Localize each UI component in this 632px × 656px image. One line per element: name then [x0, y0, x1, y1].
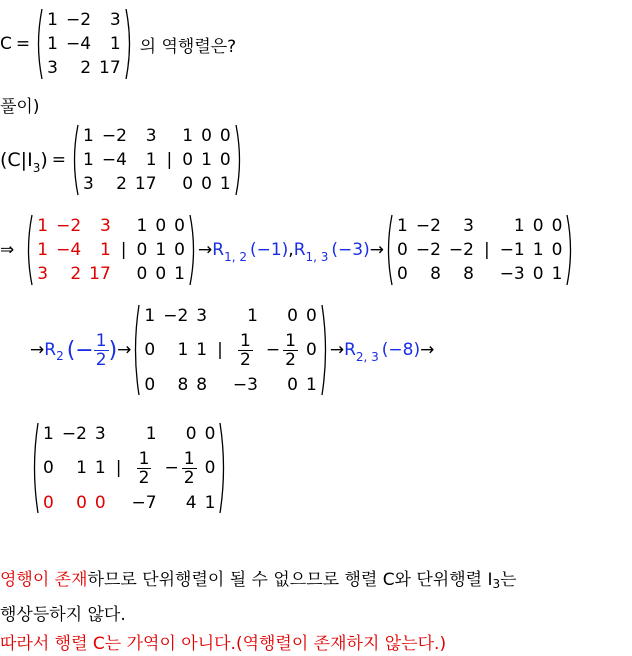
matrix-cell: 17 — [89, 264, 111, 284]
equals-sign: = — [15, 34, 31, 54]
augmented-line — [0, 124, 244, 196]
matrix-cell: 0 — [182, 150, 194, 170]
matrix-cell: 3 — [145, 126, 157, 146]
matrix-cell: 1 — [47, 34, 58, 54]
matrix-cell: 0 — [306, 305, 317, 326]
matrix-cell: 0 — [287, 305, 298, 326]
matrix-cell: 1 — [155, 240, 167, 260]
matrix-cell: 0 — [306, 340, 317, 360]
matrix-cell: 3 — [463, 216, 474, 236]
right-paren — [321, 304, 330, 396]
matrix-cell: −4 — [101, 150, 127, 170]
right-paren — [125, 8, 134, 80]
matrix-cell: 0 — [219, 150, 231, 170]
right-paren — [219, 422, 228, 514]
augmented-matrix-table — [79, 124, 235, 196]
matrix-cell: 8 — [196, 374, 208, 395]
matrix-cell: 0 — [155, 264, 167, 284]
step2-matrix — [131, 304, 329, 396]
matrix-cell: −2 — [415, 240, 441, 260]
matrix-cell: 1 — [145, 150, 157, 170]
matrix-cell: −2 — [56, 216, 82, 236]
row-op-1: $R_{1, 2}$ (−1) — [212, 240, 289, 264]
augmented-matrix — [70, 124, 244, 196]
step1-matrix-table — [33, 214, 189, 286]
matrix-cell: 0 — [287, 374, 298, 395]
matrix-cell: 1 — [94, 458, 106, 478]
matrix-cell: 17 — [99, 58, 121, 78]
matrix-cell: 0 — [182, 174, 194, 194]
equals-sign-2: = — [51, 150, 66, 170]
matrix-cell: 0 — [219, 126, 231, 146]
matrix-cell: −4 — [56, 240, 82, 260]
arrow: → — [329, 340, 345, 360]
matrix-cell: 1 — [247, 305, 258, 326]
matrix-cell: 1 — [513, 216, 525, 236]
matrix-cell: 1 — [37, 216, 49, 236]
zero-row-text: 영행이 존재 — [0, 570, 88, 590]
matrix-cell: 0 — [201, 174, 212, 194]
matrix-cell: 3 — [99, 216, 111, 236]
matrix-cell: 8 — [177, 374, 189, 395]
matrix-cell: 1 — [201, 150, 212, 170]
matrix-cell: 1 — [551, 264, 563, 284]
arrow: → — [198, 240, 213, 260]
step1-line — [0, 214, 575, 286]
matrix-cell: 0 — [144, 374, 156, 395]
step1-result-matrix — [384, 214, 575, 286]
solution-label-text: 풀이) — [0, 97, 40, 117]
matrix-cell: −7 — [131, 492, 157, 513]
matrix-cell: 8 — [430, 264, 441, 284]
final-matrix — [30, 422, 228, 514]
right-paren — [566, 214, 575, 286]
matrix-cell: 0 — [532, 264, 544, 284]
final-matrix-line — [30, 422, 228, 514]
matrix-cell: 0 — [201, 126, 212, 146]
conclusion-line-1 — [0, 565, 517, 590]
augmented-lhs: $(C|I_3)$ — [0, 149, 48, 175]
matrix-cell: 0 — [136, 240, 148, 260]
matrix-cell: 1 — [306, 374, 317, 395]
matrix-cell: 0 — [551, 240, 563, 260]
matrix-cell: 0 — [94, 492, 106, 513]
fraction-cell: $\frac{1}{2}$ — [239, 330, 251, 370]
matrix-cell: 0 — [76, 492, 87, 513]
matrix-cell: 8 — [463, 264, 474, 284]
matrix-cell: 0 — [144, 340, 156, 360]
matrix-cell: 17 — [134, 174, 157, 194]
matrix-cell: −3 — [499, 264, 525, 284]
matrix-cell: 1 — [204, 492, 216, 513]
matrix-cell: −2 — [448, 240, 474, 260]
matrix-cell: 1 — [47, 10, 58, 30]
augment-bar: | — [217, 340, 223, 360]
matrix-cell: 1 — [83, 150, 94, 170]
matrix-cell: 0 — [551, 216, 563, 236]
row-op-2: $R_{1, 3}$ (−3) — [293, 240, 370, 264]
matrix-cell: 0 — [397, 264, 408, 284]
matrix-cell: −2 — [163, 305, 189, 326]
matrix-cell: 3 — [83, 174, 94, 194]
left-paren — [34, 8, 43, 80]
question-matrix-table — [43, 8, 125, 80]
matrix-cell: 0 — [174, 216, 185, 236]
implies-arrow: ⇒ — [0, 240, 15, 260]
row-op-4: $R_{2, 3}$ (−8) — [344, 340, 421, 364]
question-matrix — [34, 8, 134, 80]
left-paren — [30, 422, 39, 514]
matrix-cell: 0 — [136, 264, 148, 284]
comma: , — [288, 240, 294, 260]
question-suffix: 의 역행렬은? — [139, 36, 237, 57]
matrix-cell: 1 — [43, 423, 54, 444]
matrix-cell: −4 — [65, 34, 92, 54]
matrix-cell: −2 — [61, 423, 87, 444]
matrix-cell: 1 — [136, 216, 148, 236]
matrix-cell: 1 — [196, 340, 208, 360]
fraction: $\frac{1}{2}$ — [95, 330, 107, 370]
matrix-cell: 1 — [144, 305, 156, 326]
matrix-cell: 3 — [196, 305, 208, 326]
matrix-name: C — [0, 34, 12, 54]
matrix-cell: 0 — [43, 492, 54, 513]
question-line — [0, 8, 236, 80]
row-op-3: R 2 (− $\frac{1}{2}$ ) — [44, 330, 118, 370]
conclusion-text-1: 하므로 단위행렬이 될 수 없으므로 행렬 C와 단위행렬 I — [87, 570, 493, 590]
matrix-cell: 0 — [204, 423, 216, 444]
step1-result-table — [393, 214, 566, 286]
matrix-cell: 1 — [174, 264, 185, 284]
matrix-cell: −3 — [232, 374, 258, 395]
matrix-cell: 1 — [145, 423, 157, 444]
step1-matrix — [24, 214, 198, 286]
matrix-cell: 1 — [109, 34, 121, 54]
matrix-cell: 4 — [185, 492, 197, 513]
matrix-cell: 3 — [47, 58, 58, 78]
matrix-cell: 1 — [182, 126, 194, 146]
matrix-cell: 2 — [80, 58, 92, 78]
matrix-cell: 0 — [155, 216, 167, 236]
matrix-cell: 1 — [219, 174, 231, 194]
right-paren — [235, 124, 244, 196]
matrix-cell: 0 — [204, 458, 216, 478]
arrow: → — [117, 340, 132, 360]
matrix-cell: −2 — [65, 10, 92, 30]
matrix-cell: 2 — [116, 174, 127, 194]
conclusion-text-2: 행상등하지 않다. — [0, 605, 126, 625]
left-paren — [131, 304, 140, 396]
augment-bar: | — [483, 240, 490, 260]
step2-matrix-table — [140, 304, 320, 396]
matrix-cell: 1 — [83, 126, 94, 146]
matrix-cell: 0 — [185, 423, 197, 444]
identity-sub: 3 — [492, 576, 501, 591]
matrix-cell: −1 — [499, 240, 525, 260]
matrix-cell: 0 — [397, 240, 408, 260]
matrix-cell: 1 — [99, 240, 111, 260]
matrix-cell: 1 — [76, 458, 87, 478]
matrix-cell: 1 — [37, 240, 49, 260]
step2-line — [30, 304, 434, 396]
arrow: → — [369, 240, 384, 260]
matrix-cell: 3 — [109, 10, 121, 30]
matrix-cell: −2 — [415, 216, 441, 236]
matrix-cell: 0 — [43, 458, 54, 478]
fraction-cell: − $\frac{1}{2}$ — [164, 448, 195, 488]
matrix-cell: 0 — [174, 240, 185, 260]
matrix-cell: 1 — [532, 240, 544, 260]
conclusion-line-2 — [0, 600, 126, 625]
arrow: → — [420, 340, 435, 360]
augment-bar: | — [166, 150, 173, 170]
matrix-cell: 3 — [94, 423, 106, 444]
augment-bar: | — [115, 458, 122, 478]
matrix-cell: 3 — [37, 264, 49, 284]
right-paren — [189, 214, 198, 286]
solution-label — [0, 92, 39, 117]
matrix-cell: 2 — [70, 264, 82, 284]
conclusion-text-3: 따라서 행렬 C는 가역이 아니다.(역행렬이 존재하지 않는다.) — [0, 634, 447, 654]
fraction-cell: $\frac{1}{2}$ — [138, 448, 150, 488]
matrix-cell: −2 — [101, 126, 127, 146]
arrow: → — [30, 340, 45, 360]
augment-bar: | — [120, 240, 127, 260]
matrix-cell: 1 — [177, 340, 189, 360]
matrix-cell: 0 — [532, 216, 544, 236]
final-matrix-table — [39, 422, 219, 514]
left-paren — [384, 214, 393, 286]
left-paren — [70, 124, 79, 196]
left-paren — [24, 214, 33, 286]
conclusion-line-3 — [0, 629, 446, 654]
conclusion-end: 는 — [500, 570, 517, 590]
matrix-cell: 1 — [397, 216, 408, 236]
fraction-cell: − $\frac{1}{2}$ — [265, 330, 296, 370]
